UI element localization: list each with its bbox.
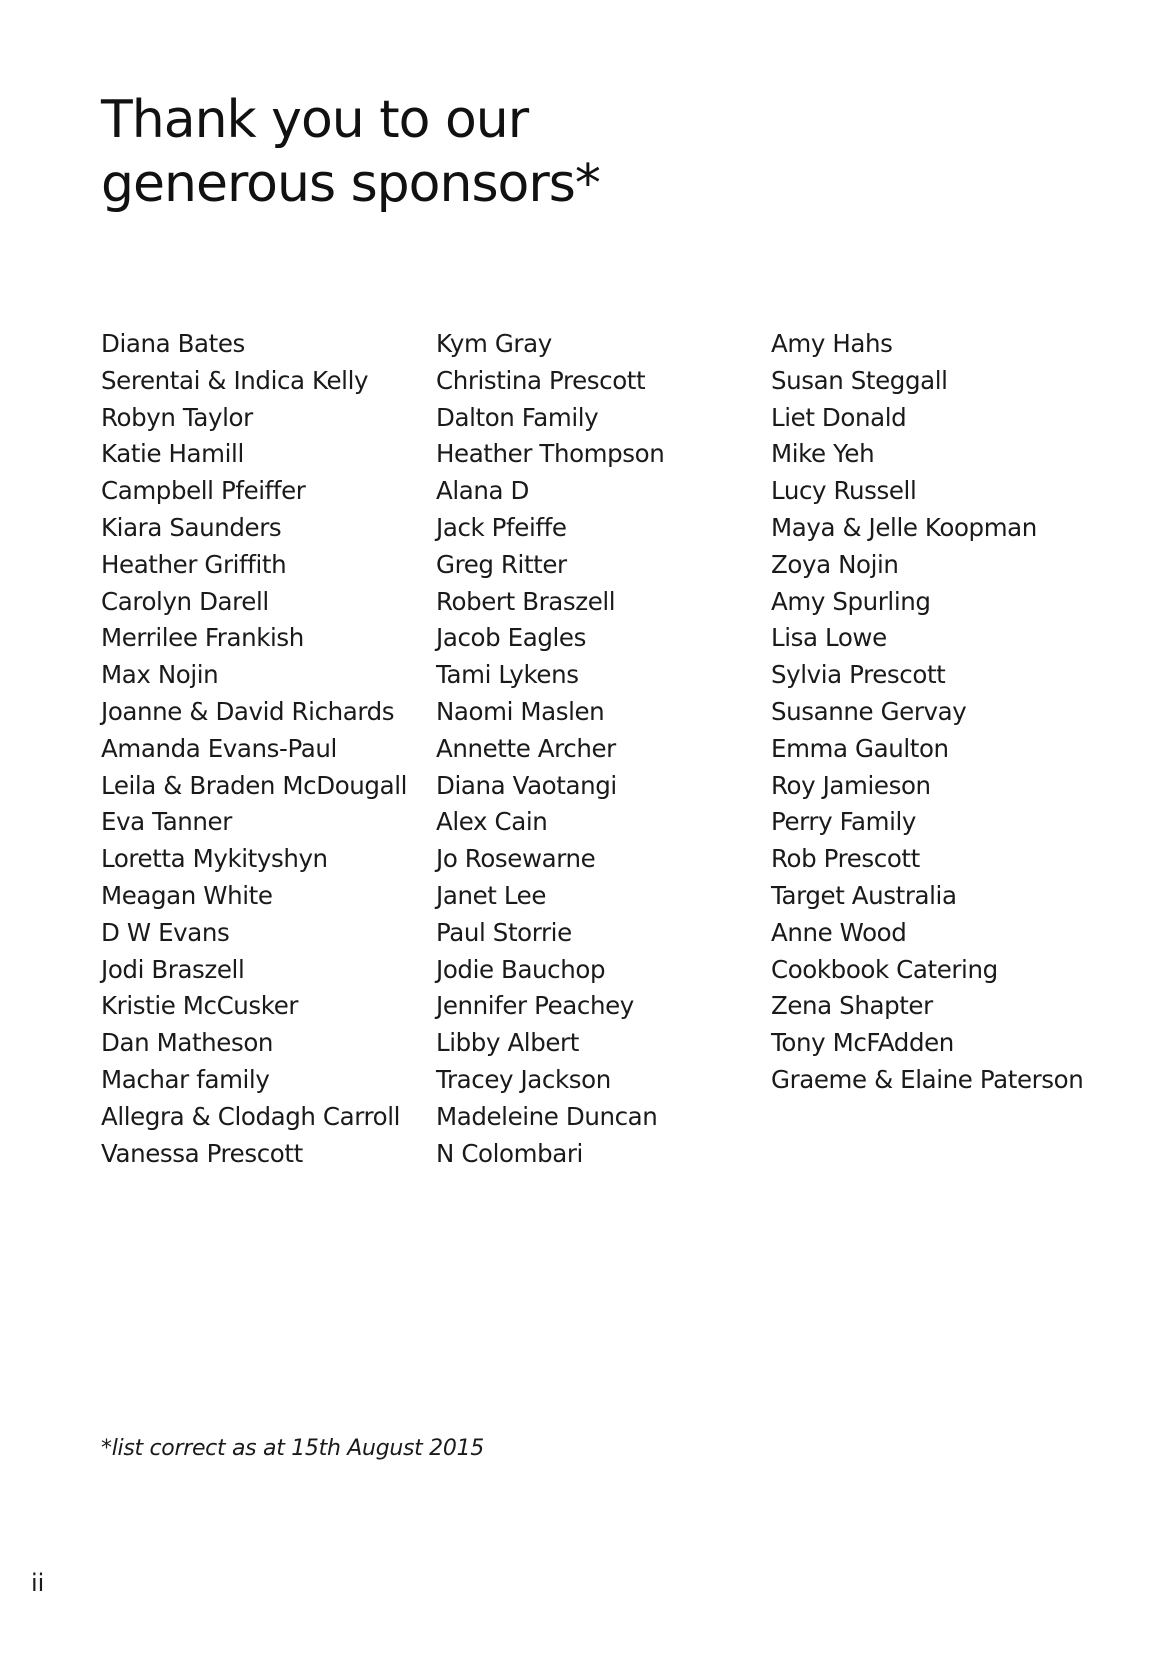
- sponsor-name: Dalton Family: [436, 402, 599, 432]
- sponsor-name: Loretta Mykityshyn: [101, 844, 328, 874]
- sponsor-name: Jack Pfeiffe: [436, 512, 567, 542]
- page-title-line-1: Thank you to our: [101, 90, 529, 150]
- sponsor-name: Meagan White: [101, 880, 273, 910]
- sponsor-name: D W Evans: [101, 917, 230, 947]
- sponsor-name: Robert Braszell: [436, 586, 616, 616]
- sponsor-name: Liet Donald: [771, 402, 907, 432]
- sponsor-name: Jacob Eagles: [436, 623, 586, 653]
- sponsor-name: Jodie Bauchop: [436, 954, 606, 984]
- sponsor-name: Diana Bates: [101, 329, 245, 358]
- sponsor-name: Graeme & Elaine Paterson: [771, 1064, 1084, 1094]
- sponsor-name: Amy Hahs: [771, 329, 893, 358]
- sponsor-name: Naomi Maslen: [436, 696, 605, 726]
- sponsor-name: Greg Ritter: [436, 549, 567, 579]
- page-title: [101, 88, 600, 216]
- sponsor-name: Roy Jamieson: [771, 770, 931, 800]
- sponsor-name: Tony McFAdden: [771, 1028, 954, 1058]
- sponsor-column-2: [436, 326, 664, 1172]
- sponsor-name: Heather Thompson: [436, 439, 665, 469]
- sponsor-name: Merrilee Frankish: [101, 623, 304, 653]
- sponsor-name: Diana Vaotangi: [436, 770, 617, 800]
- sponsor-name: Kristie McCusker: [101, 991, 299, 1021]
- sponsor-name: Anne Wood: [771, 917, 907, 947]
- sponsor-name: Zena Shapter: [771, 991, 933, 1021]
- sponsor-name: Carolyn Darell: [101, 586, 269, 616]
- sponsor-name: Maya & Jelle Koopman: [771, 512, 1037, 542]
- sponsor-name: Eva Tanner: [101, 807, 232, 837]
- sponsor-name: Madeleine Duncan: [436, 1101, 658, 1131]
- page-number: ii: [31, 1569, 45, 1597]
- sponsor-name: Cookbook Catering: [771, 954, 998, 984]
- sponsor-name: Max Nojin: [101, 660, 219, 690]
- sponsor-name: Alana D: [436, 476, 529, 506]
- sponsor-name: Jennifer Peachey: [436, 991, 634, 1021]
- sponsor-name: Janet Lee: [436, 880, 546, 910]
- sponsor-name: Mike Yeh: [771, 439, 875, 469]
- sponsor-name: Kym Gray: [436, 329, 552, 358]
- sponsor-name: Lisa Lowe: [771, 623, 887, 653]
- sponsor-name: Amanda Evans-Paul: [101, 733, 337, 763]
- sponsor-name: Zoya Nojin: [771, 549, 899, 579]
- sponsor-name: Perry Family: [771, 807, 917, 837]
- sponsor-name: Leila & Braden McDougall: [101, 770, 408, 800]
- footnote: *list correct as at 15th August 2015: [101, 1436, 484, 1461]
- sponsor-name: Tracey Jackson: [436, 1064, 611, 1094]
- sponsor-name: Serentai & Indica Kelly: [101, 365, 369, 395]
- page-title-line-2: generous sponsors*: [101, 154, 600, 214]
- sponsor-name: Machar family: [101, 1064, 270, 1094]
- sponsor-name: Christina Prescott: [436, 365, 646, 395]
- sponsor-column-3: [771, 326, 1083, 1099]
- sponsor-name: Robyn Taylor: [101, 402, 253, 432]
- sponsor-name: Paul Storrie: [436, 917, 572, 947]
- sponsor-name: Emma Gaulton: [771, 733, 949, 763]
- sponsor-name: Vanessa Prescott: [101, 1138, 303, 1168]
- sponsor-name: Dan Matheson: [101, 1028, 274, 1058]
- sponsor-name: Sylvia Prescott: [771, 660, 946, 690]
- sponsor-name: Annette Archer: [436, 733, 616, 763]
- sponsor-name: Libby Albert: [436, 1028, 579, 1058]
- sponsor-name: Susan Steggall: [771, 365, 948, 395]
- sponsor-name: Kiara Saunders: [101, 512, 282, 542]
- sponsor-name: Rob Prescott: [771, 844, 920, 874]
- sponsor-name: Joanne & David Richards: [101, 696, 395, 726]
- sponsor-name: Allegra & Clodagh Carroll: [101, 1101, 401, 1131]
- sponsor-name: Tami Lykens: [436, 660, 579, 690]
- sponsor-column-1: [101, 326, 407, 1172]
- sponsor-name: Lucy Russell: [771, 476, 917, 506]
- sponsor-name: Katie Hamill: [101, 439, 244, 469]
- sponsor-name: Jo Rosewarne: [436, 844, 596, 874]
- sponsor-name: N Colombari: [436, 1138, 583, 1168]
- sponsor-name: Susanne Gervay: [771, 696, 967, 726]
- sponsor-name: Jodi Braszell: [101, 954, 245, 984]
- sponsor-name: Heather Griffith: [101, 549, 287, 579]
- sponsor-name: Campbell Pfeiffer: [101, 476, 306, 506]
- sponsor-name: Alex Cain: [436, 807, 548, 837]
- sponsor-name: Amy Spurling: [771, 586, 931, 616]
- sponsor-name: Target Australia: [771, 880, 957, 910]
